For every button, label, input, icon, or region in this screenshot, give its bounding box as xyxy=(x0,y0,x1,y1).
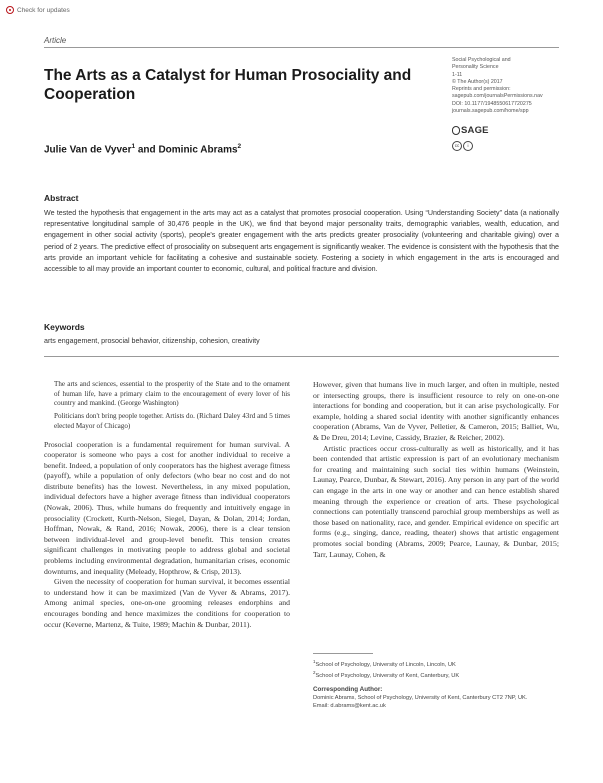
doi[interactable]: DOI: 10.1177/1948550617720275 xyxy=(452,100,532,107)
sage-mark-icon xyxy=(452,126,460,135)
footnotes xyxy=(313,653,559,710)
journal-home-link[interactable]: journals.sagepub.com/home/spp xyxy=(452,108,529,115)
author-name: Dominic Abrams xyxy=(158,144,238,156)
check-updates-icon xyxy=(6,6,14,14)
creative-commons-badge xyxy=(452,141,473,151)
footnote-divider xyxy=(313,653,373,654)
epigraph-quote: Politicians don't bring people together. Artists do. (Richard Daley 43rd and 5 times elected Mayor of Chicago) xyxy=(54,412,290,430)
sage-logo xyxy=(452,125,489,136)
author-list xyxy=(44,143,241,155)
copyright: © The Author(s) 2017 xyxy=(452,78,503,85)
keywords-heading: Keywords xyxy=(44,322,85,332)
attribution-icon: i xyxy=(463,141,473,151)
body-paragraph: Prosocial cooperation is a fundamental requirement for human survival. A cooperator is someone who pays a cost for another individual to receive a benefit. Indeed, a population of only cooperators has the highest average fitness (payoff), while a population of only defectors (who bear no cost and do not distribute benefits) has the lowest. Nevertheless, in any mixed population, individual defectors have a higher average fitness than individual cooperators (Nowak, 2006). Thus, while humans do frequently and intuitively engage in prosociality (Crockett, Kurth-Nelson, Siegel, Dayan, & Dolan, 2014; Jordan, Hoffman, Nowak, & Rand, 2016; Nowak, 2006), there is a clear tension between individual-level and group-level benefit. This tension creates significant challenges in motivating people to address global and societal problems including environmental degradation, humanitarian crises, economic downturns, and inequality (Meleady, Hopthrow, & Crisp, 2013). xyxy=(44,439,290,576)
corresponding-author-email[interactable]: Email: d.abrams@kent.ac.uk xyxy=(313,702,386,709)
cc-icon: cc xyxy=(452,141,462,151)
epigraph-quote: The arts and sciences, essential to the prosperity of the State and to the ornament of human life, have a primary claim to the encouragement of every lover of his country and mankind. (George Washington) xyxy=(54,380,290,408)
author-name: Julie Van de Vyver xyxy=(44,144,132,156)
check-for-updates-badge[interactable] xyxy=(6,6,70,14)
journal-name-line-1: Social Psychological and xyxy=(452,57,511,63)
journal-name-line-2: Personality Science xyxy=(452,64,499,71)
publisher-name: SAGE xyxy=(461,125,489,136)
body-paragraph: Artistic practices occur cross-culturally as well as historically, and it has been contended that artistic expression is part of an evolutionary mechanism for creating and maintaining such social ties within humans (Weinstein, Launay, Pearce, Dunbar, & Stewart, 2016). Any person in any part of the world can engage in the arts in one way or another and can hence establish shared meaning through the experience or creation of arts. These psychological connections can potentially transcend parochial group memberships as well as those based on nationality, race, and gender. Empirical evidence on specific art forms (e.g., singing, dance, reading, theater) shows that artistic engagement promotes social bonding (Abrams, 2009; Pearce, Launay, & Dunbar, 2015; Tarr, Launay, Cohen, & xyxy=(313,443,559,559)
body-paragraph: However, given that humans live in much larger, and often in multiple, nested or intersecting groups, there is insufficient resource to rely on one-on-one interactions for bonding and cooperation, but it can arise psychologically. For example, holding a shared social identity with another significantly enhances cooperation (Abrams, Van de Vyver, Pelletier, & Cameron, 2015; Balliet, Wu, & De Dreu, 2014; Levine, Cassidy, Brazier, & Reicher, 2002). xyxy=(313,380,559,442)
affiliation-footnote: $^1$School of Psychology, University of Lincoln, Lincoln, UK xyxy=(313,659,456,668)
author-affiliation-marker: 1 xyxy=(131,143,136,150)
abstract-heading: Abstract xyxy=(44,193,79,203)
section-divider xyxy=(44,356,559,357)
author-affiliation-marker: 2 xyxy=(237,143,242,150)
paper-title: The Arts as a Catalyst for Human Prosociality and Cooperation xyxy=(44,67,412,103)
article-type-label: Article xyxy=(44,36,67,45)
header-divider xyxy=(44,47,559,48)
corresponding-author-heading: Corresponding Author: xyxy=(313,685,383,693)
permissions-link[interactable]: sagepub.com/journalsPermissions.nav xyxy=(452,93,543,100)
body-column-left xyxy=(44,380,290,630)
page-range: 1-11 xyxy=(452,71,463,78)
author-connector: and xyxy=(137,144,156,156)
check-updates-label: Check for updates xyxy=(17,6,70,14)
affiliation-footnote: $^2$School of Psychology, University of Kent, Canterbury, UK xyxy=(313,669,460,679)
keywords-text: arts engagement, prosocial behavior, citizenship, cohesion, creativity xyxy=(44,337,260,345)
abstract-text: We tested the hypothesis that engagement in the arts may act as a catalyst that promotes prosocial cooperation. Using “Understanding Society” data (a nationally representative longitudinal sample of 30,476 people in the UK), we find that beyond major personality traits, demographic variables, wealth, education, and engagement in other social activity (sports), people's greater engagement with the arts predicts greater prosociality (volunteering and charitable giving) over a period of 2 years. The predictive effect of prosociality on subsequent arts engagement is significantly weaker. The evidence is consistent with the hypothesis that the arts provide an important vehicle for facilitating a cohesive and sustainable society. Fostering a society in which engagement in the arts is encouraged and accessible to all may provide an important counter to economic, cultural, and political fracture and division. xyxy=(44,209,559,274)
corresponding-author-address: Dominic Abrams, School of Psychology, University of Kent, Canterbury CT2 7NP, UK. xyxy=(313,694,528,701)
reprints-label: Reprints and permission: xyxy=(452,86,511,93)
body-column-right xyxy=(313,380,559,560)
body-paragraph: Given the necessity of cooperation for human survival, it becomes essential to understand how it can be maximized (Van de Vyver & Abrams, 2017). Among animal species, one-on-one grooming releases endorphins and encourages bonding and hence maximizes the conditions for cooperation to occur (Keverne, Martenz, & Tuite, 1989; Machin & Dunbar, 2011). xyxy=(44,577,290,629)
journal-metadata xyxy=(452,57,562,115)
